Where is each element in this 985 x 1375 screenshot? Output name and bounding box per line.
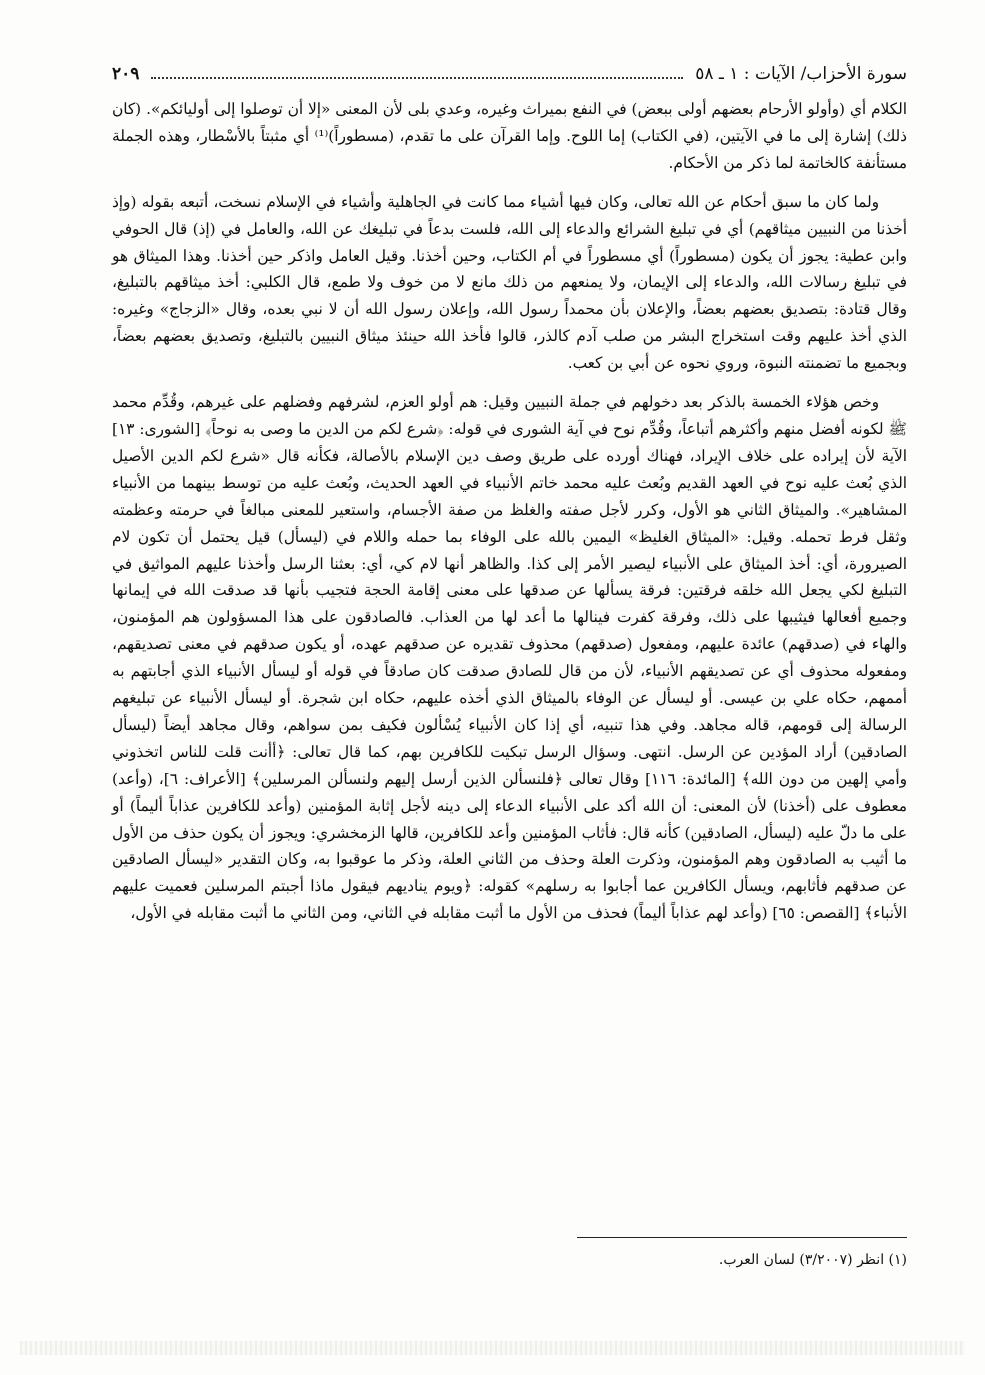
main-text — [112, 96, 907, 927]
paragraph-1: الكلام أي (وأولو الأرحام بعضهم أولى ببعض) في النفع بميراث وغيره، وعدي بلى لأن المعنى «إلا أن توصلوا إلى أوليائكم». (كان ذلك) إشارة إلى ما في الآيتين، (في الكتاب) إما اللوح. وإما القرآن على ما تقدم، (مسطوراً)⁽¹⁾ أي مثبتاً بالأسْطار، وهذه الجملة مستأنفة كالخاتمة لما ذكر من الأحكام. — [112, 100, 907, 172]
footnote-divider — [577, 1237, 907, 1238]
scan-noise-strip — [20, 1341, 965, 1355]
paragraph-3: وخص هؤلاء الخمسة بالذكر بعد دخولهم في جملة النبيين وقيل: هم أولو العزم، لشرفهم وفضلهم على غيرهم، وقُدِّم محمد ﷺ لكونه أفضل منهم وأكثرهم أتباعاً، وقُدِّم نوح في آية الشورى في قوله: ﴿شرع لكم من الدين ما وصى به نوحاً﴾ [الشورى: ١٣] الآية لأن إيراده على خلاف الإيراد، فهناك أورده على طريق وصف دين الإسلام بالأصالة، فكأنه قال «شرع لكم الدين الأصيل الذي بُعث عليه نوح في العهد القديم وبُعث عليه محمد خاتم الأنبياء في العهد الحديث، وبُعث عليه من توسط بينهما من الأنبياء المشاهير». والميثاق الثاني هو الأول، وكرر لأجل صفته والغلظ من صفة الأجسام، واستعير للمعنى مبالغاً في حرمته وعظمته وثقل فرط تحمله. وقيل: «الميثاق الغليظ» اليمين بالله على الوفاء بما حمله واللام في (ليسأل) قيل يحتمل أن تكون لام الصيرورة، أي: أخذ الميثاق على الأنبياء ليصير الأمر إلى كذا. والظاهر أنها لام كي، أي: بعثنا الرسل وأخذنا عليهم المواثيق في التبليغ لكي يجعل الله خلقه فرقتين: فرقة يسألها عن صدقها على معنى إقامة الحجة فتجيب بأنها قد صدقت الله في إيمانها وجميع أفعالها فيثيبها على ذلك، وفرقة كفرت فينالها ما أعد لها من العذاب. فالصادقون على هذا المسؤولون هم المؤمنون، والهاء في (صدقهم) عائدة عليهم، ومفعول (صدقهم) محذوف تقديره عن صدقهم عهده، أو يكون صدقهم في معنى تصديقهم، ومفعوله محذوف أي عن تصديقهم الأنبياء، لأن من قال للصادق صدقت كان صادقاً في قوله أو ليسأل الأنبياء الذي أجابتهم به أممهم، حكاه علي بن عيسى. أو ليسأل عن الوفاء بالميثاق الذي أخذه عليهم، حكاه ابن شجرة. أو ليسأل الأنبياء عن تبليغهم الرسالة إلى قومهم، قاله مجاهد. وفي هذا تنبيه، أي إذا كان الأنبياء يُسْألون فكيف بمن سواهم، وقال مجاهد أيضاً (ليسأل الصادقين) أراد المؤدين عن الرسل. انتهى. وسؤال الرسل تبكيت للكافرين بهم، كما قال تعالى: ﴿أأنت قلت للناس اتخذوني وأمي إلهين من دون الله﴾ [المائدة: ١١٦] وقال تعالى ﴿فلنسألن الذين أرسل إليهم ولنسألن المرسلين﴾ [الأعراف: ٦]، (وأعد) معطوف على (أخذنا) لأن المعنى: أن الله أكد على الأنبياء الدعاء إلى دينه لأجل إثابة المؤمنين (وأعد للكافرين عذاباً أليماً) أو على ما دلّ عليه (ليسأل، الصادقين) كأنه قال: فأثاب المؤمنين وأعد للكافرين، قالها الزمخشري: ويجوز أن يكون حذف من الأول ما أثيب به الصادقون وهم المؤمنون، وذكرت العلة وحذف من الثاني العلة، وذكر ما عوقبوا به، وكان التقدير «ليسأل الصادقين عن صدقهم فأثابهم، ويسأل الكافرين عما أجابوا به رسلهم» كقوله: ﴿ويوم يناديهم فيقول ماذا أجبتم المرسلين فعميت عليهم الأنباء﴾ [القصص: ٦٥] (وأعد لهم عذاباً أليماً) فحذف من الأول ما أثبت مقابله في الثاني، ومن الثاني ما أثبت مقابله في الأول، — [112, 393, 908, 923]
chapter-title: سورة الأحزاب/ الآيات : ١ ـ ٥٨ — [695, 64, 907, 84]
paragraph-2: ولما كان ما سبق أحكام عن الله تعالى، وكان فيها أشياء مما كانت في الجاهلية وأشياء في الإسلام نسخت، أتبعه بقوله (وإذ أخذنا من النبيين ميثاقهم) أي في تبليغ الشرائع والدعاء إلى الله، فلست بدعاً في تبليغك عن الله، والعامل في (إذ) قال الحوفي وابن عطية: يجوز أن يكون (مسطوراً) أي مسطوراً في أم الكتاب، وحين أخذنا. وقيل العامل واذكر حين أخذنا. وهذا الميثاق هو في تبليغ رسالات الله، والدعاء إلى الإيمان، ولا يمنعهم من ذلك مانع لا من خوف ولا طمع، قال الكلبي: أخذ ميثاقهم بالتبليغ، وقال قتادة: بتصديق بعضهم بعضاً، والإعلان بأن محمداً رسول الله، وإعلان رسول الله أن لا نبي بعده، وقال «الزجاج» وغيره: الذي أخذ عليهم وقت استخراج البشر من صلب آدم كالذر، قالوا فأخذ الله حينئذ ميثاق النبيين بالتبليغ، وتصديق بعضهم بعضاً، وبجميع ما تضمنته النبوة، وروي نحوه عن أبي بن كعب. — [112, 192, 907, 373]
page-number: ٢٠٩ — [112, 64, 140, 84]
footnote: (١) انظر (٣/٢٠٠٧) لسان العرب. — [718, 1252, 907, 1268]
running-header — [112, 60, 907, 86]
header-dot-leader — [151, 77, 683, 79]
